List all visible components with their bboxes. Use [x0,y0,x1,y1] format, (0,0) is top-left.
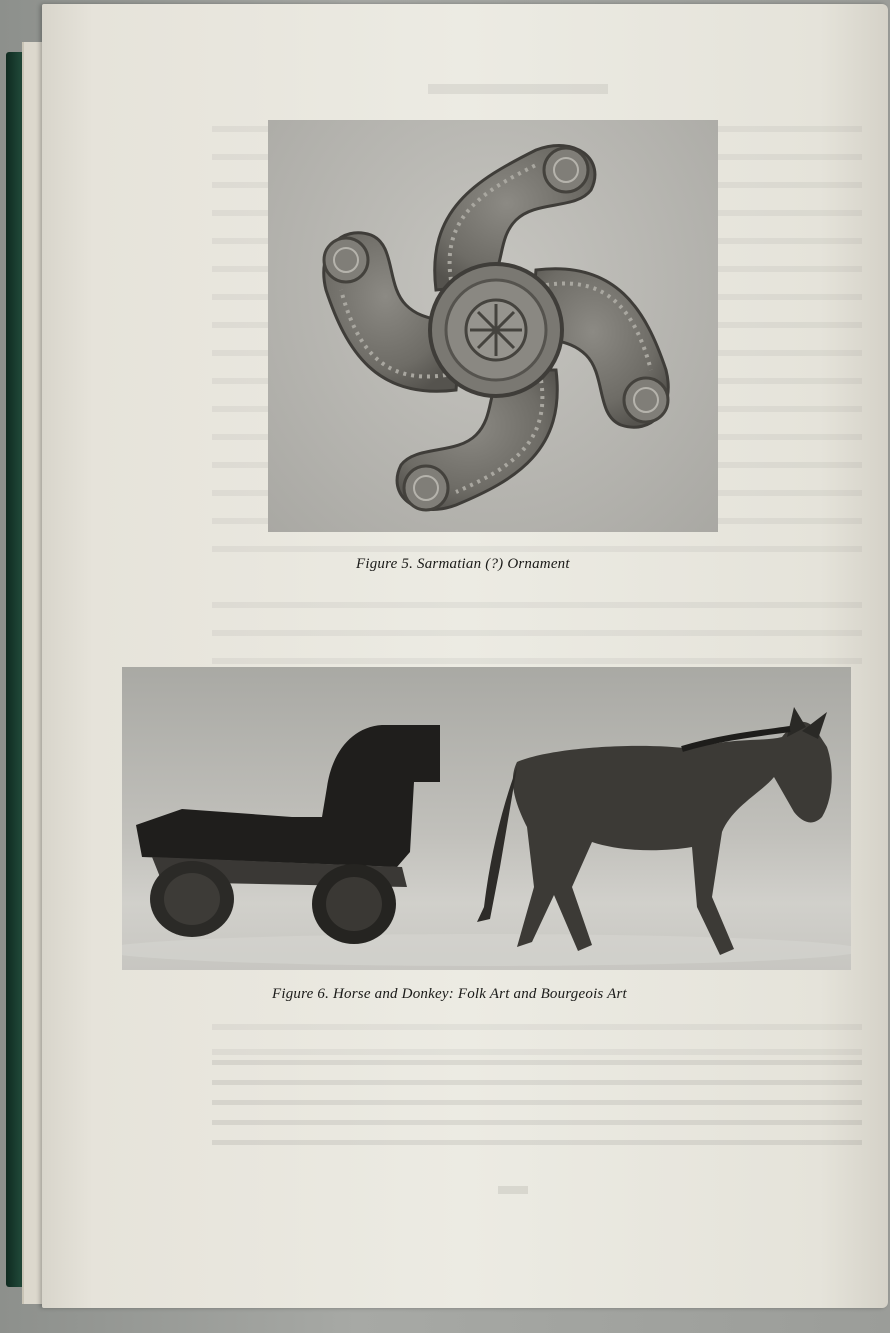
ornament-photo [268,120,718,532]
figure-5-caption: Figure 5. Sarmatian (?) Ornament [356,556,570,572]
page-number-bleedthrough [498,1186,528,1194]
bleedthrough-footnote [212,1140,862,1145]
bleedthrough-footnote [212,1060,862,1065]
bleedthrough-footnote [212,1080,862,1085]
ornament-illustration [268,120,718,532]
horse-and-donkey-photo [122,667,851,970]
wooden-folk-horse [136,725,440,944]
carved-donkey [477,707,832,955]
horse-and-donkey-illustration [122,667,851,970]
bleedthrough-line [212,630,862,636]
bleedthrough-line [212,1024,862,1030]
bleedthrough-footnote [212,1100,862,1105]
bleedthrough-line [212,602,862,608]
swastika-ornament [324,146,668,510]
bleedthrough-line [212,1049,862,1055]
figure-6-caption: Figure 6. Horse and Donkey: Folk Art and Bourgeois Art [272,986,627,1002]
running-head-bleedthrough [428,84,608,94]
bleedthrough-footnote [212,1120,862,1125]
bleedthrough-line [212,658,862,664]
bleedthrough-line [212,546,862,552]
